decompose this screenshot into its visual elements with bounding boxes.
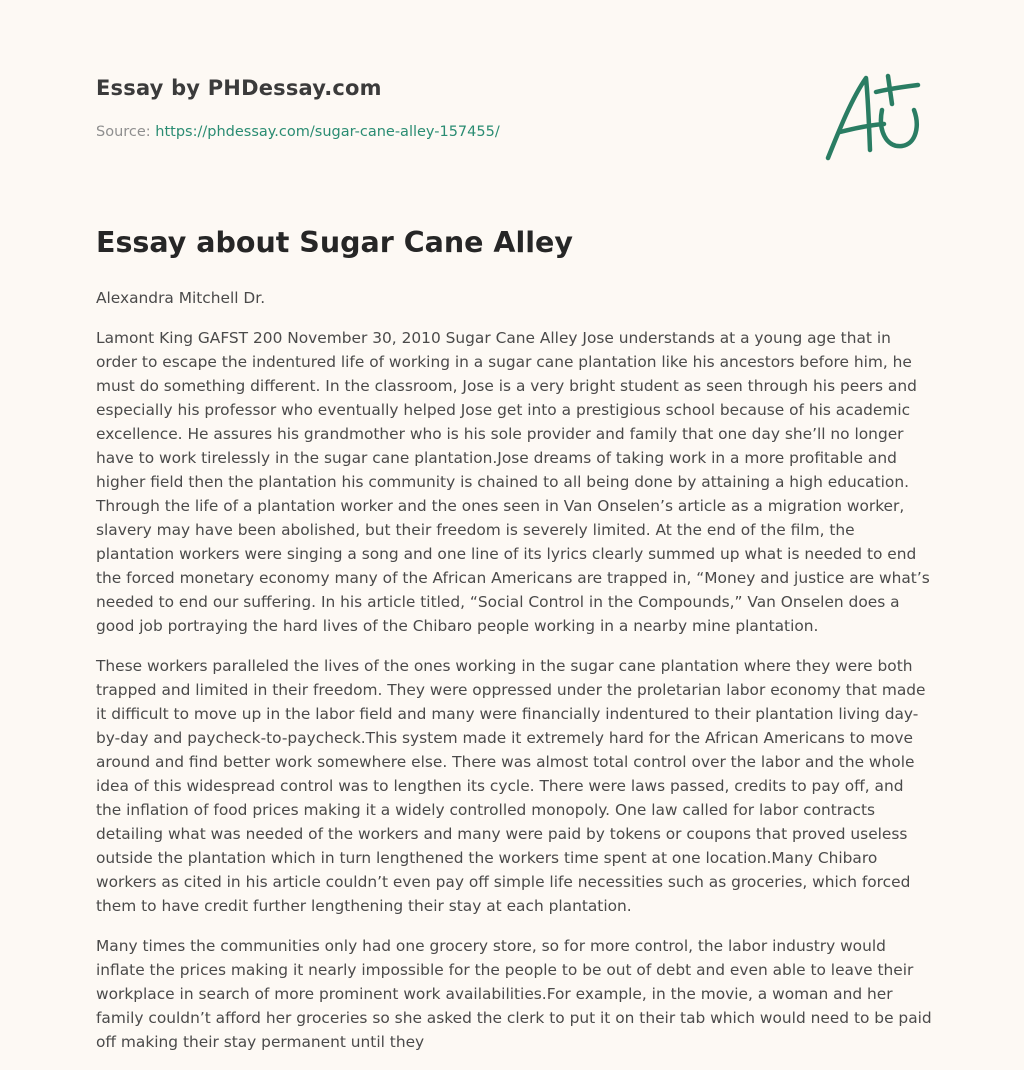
essay-paragraph: These workers paralleled the lives of the ones working in the sugar cane plantation where they were both trapped and limited in their freedom. They were oppressed under the proletarian labor economy that made it difficult to move up in the labor field and many were financially indentured to their plantation living day-by-day and paycheck-to-paycheck.This system made it extremely hard for the African Americans to move around and find better work somewhere else. There was almost total control over the labor and the whole idea of this widespread control was to lengthen its cycle. There were laws passed, credits to pay off, and the inflation of food prices making it a widely controlled monopoly. One law called for labor contracts detailing what was needed of the workers and many were paid by tokens or coupons that proved useless outside the plantation which in turn lengthened the workers time spent at one location.Many Chibaro workers as cited in his article couldn’t even pay off simple life necessities such as groceries, which forced them to have credit further lengthening their stay at each plantation. (96, 657, 926, 915)
source-line (96, 124, 500, 140)
essay-paragraph: Lamont King GAFST 200 November 30, 2010 Sugar Cane Alley Jose understands at a young age that in order to escape the indentured life of working in a sugar cane plantation like his ancestors before him, he must do something different. In the classroom, Jose is a very bright student as seen through his peers and especially his professor who eventually helped Jose get into a prestigious school because of his academic excellence. He assures his grandmother who is his sole provider and family that one day she’ll no longer have to work tirelessly in the sugar cane plantation.Jose dreams of taking work in a more profitable and higher field then the plantation his community is chained to all being done by attaining a high education. Through the life of a plantation worker and the ones seen in Van Onselen’s article as a migration worker, slavery may have been abolished, but their freedom is severely limited. At the end of the film, the plantation workers were singing a song and one line of its lyrics clearly summed up what is needed to end the forced monetary economy many of the African Americans are trapped in, “Money and justice are what’s needed to end our suffering. In his article titled, “Social Control in the Compounds,” Van Onselen does a good job portraying the hard lives of the Chibaro people working in a nearby mine plantation. (96, 329, 930, 635)
site-header (96, 0, 928, 180)
source-link[interactable]: https://phdessay.com/sugar-cane-alley-157455/ (155, 124, 500, 140)
a-plus-logo-icon (822, 68, 928, 164)
site-brand: Essay by PHDessay.com (96, 76, 382, 100)
source-label: Source: (96, 124, 151, 140)
essay-body (96, 286, 932, 1070)
essay-paragraph: Alexandra Mitchell Dr. (96, 289, 266, 307)
essay-title: Essay about Sugar Cane Alley (96, 226, 573, 259)
essay-paragraph: Many times the communities only had one grocery store, so for more control, the labor industry would inflate the prices making it nearly impossible for the people to be out of debt and even able to leave their workplace in search of more prominent work availabilities.For example, in the movie, a woman and her family couldn’t afford her groceries so she asked the clerk to put it on their tab which would need to be paid off making their stay permanent until they (96, 937, 932, 1051)
